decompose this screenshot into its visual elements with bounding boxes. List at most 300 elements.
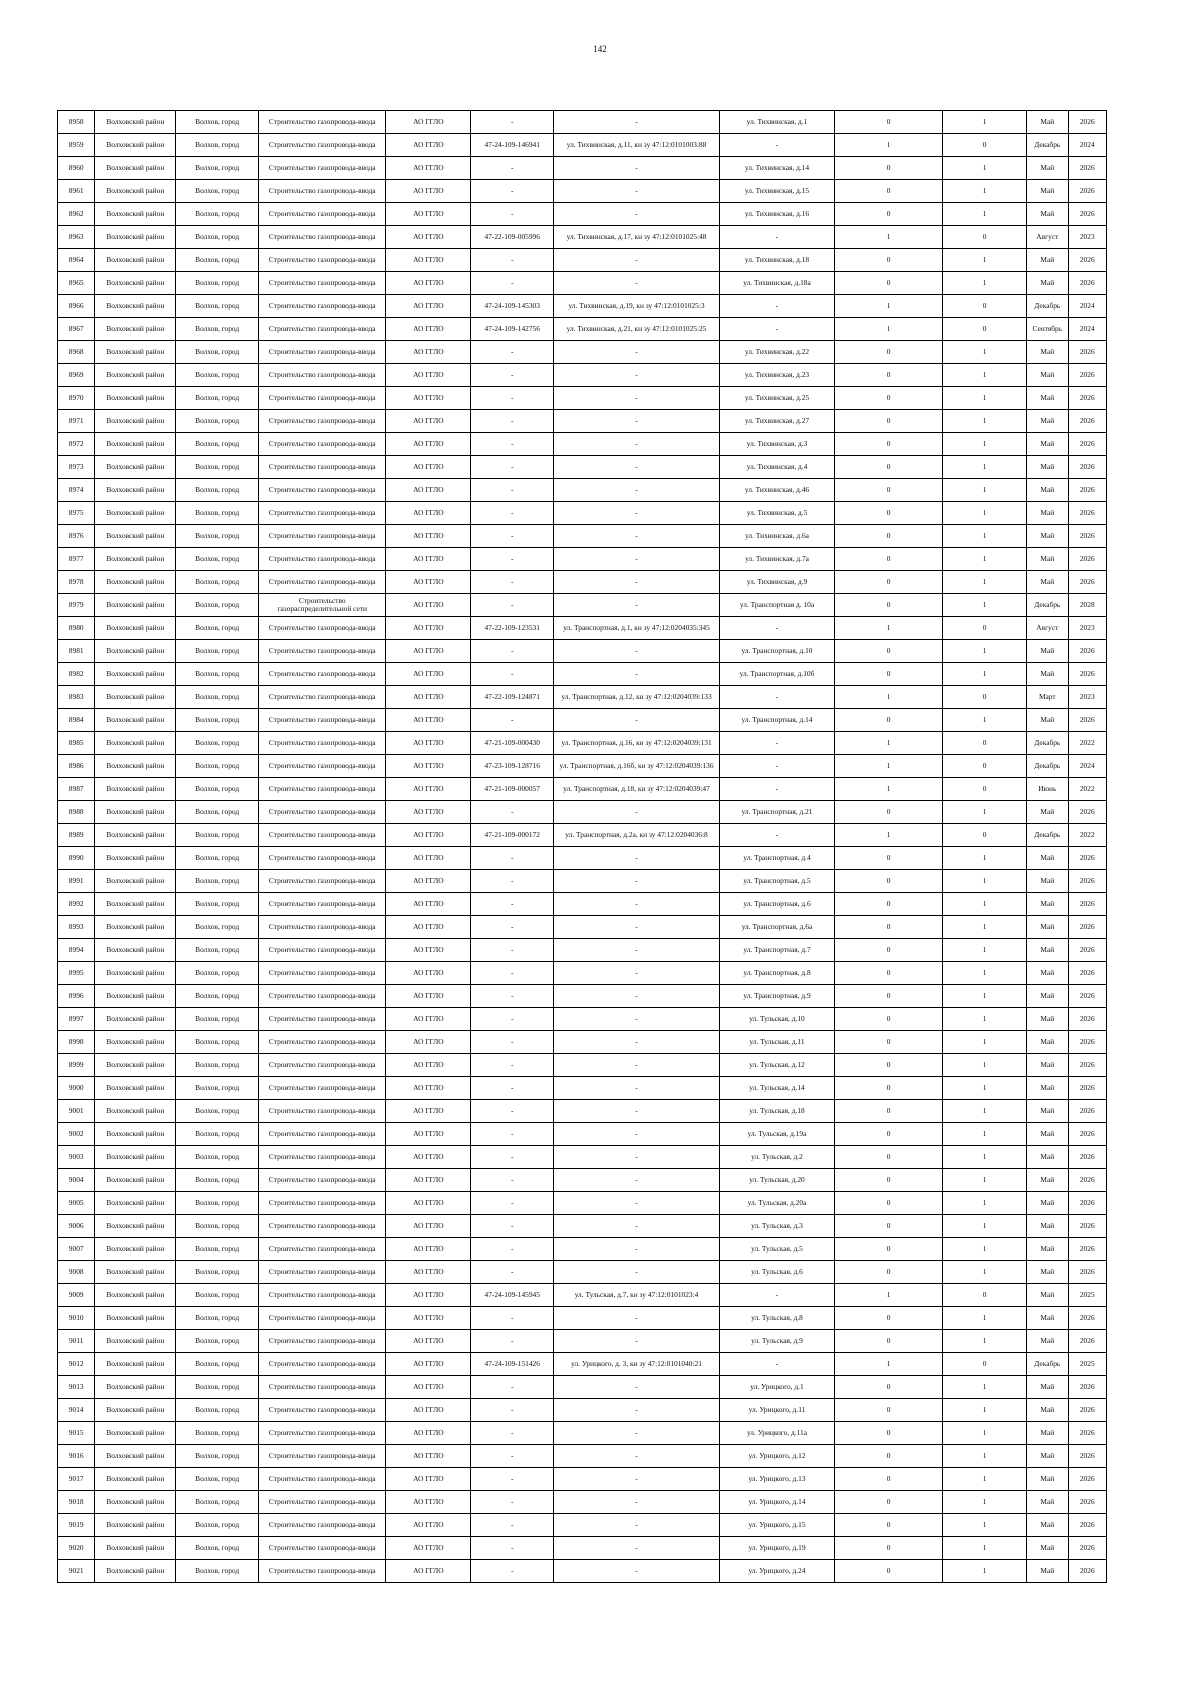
row-number-cell: 8988 — [58, 801, 95, 824]
month-cell: Май — [1027, 1077, 1068, 1100]
month-cell: Май — [1027, 1399, 1068, 1422]
month-cell: Май — [1027, 1192, 1068, 1215]
cadastral-cell: - — [554, 1537, 720, 1560]
work-type-cell: Строительство газопровода-ввода — [259, 341, 386, 364]
organization-cell: АО ГГЛО — [386, 1238, 471, 1261]
year-cell: 2026 — [1068, 847, 1106, 870]
table-row — [58, 709, 1107, 732]
work-type-cell: Строительство газопровода-ввода — [259, 870, 386, 893]
count-a-cell: 1 — [835, 1284, 943, 1307]
locality-cell: Волхов, город — [176, 1537, 259, 1560]
count-b-cell: 1 — [943, 387, 1027, 410]
month-cell: Май — [1027, 663, 1068, 686]
cadastral-cell: - — [554, 640, 720, 663]
work-type-cell: Строительство газопровода-ввода — [259, 295, 386, 318]
cadastral-cell: - — [554, 571, 720, 594]
organization-cell: АО ГГЛО — [386, 893, 471, 916]
month-cell: Декабрь — [1027, 824, 1068, 847]
cadastral-cell: - — [554, 456, 720, 479]
address-cell: ул. Тихвинская, д.25 — [719, 387, 834, 410]
count-b-cell: 1 — [943, 249, 1027, 272]
month-cell: Май — [1027, 1445, 1068, 1468]
table-row — [58, 203, 1107, 226]
address-cell: ул. Тульская, д.3 — [719, 1215, 834, 1238]
organization-cell: АО ГГЛО — [386, 847, 471, 870]
locality-cell: Волхов, город — [176, 295, 259, 318]
work-type-cell: Строительство газопровода-ввода — [259, 778, 386, 801]
year-cell: 2024 — [1068, 134, 1106, 157]
application-code-cell: - — [471, 341, 554, 364]
table-row — [58, 1169, 1107, 1192]
address-cell: ул. Тихвинская, д.23 — [719, 364, 834, 387]
year-cell: 2026 — [1068, 663, 1106, 686]
year-cell: 2026 — [1068, 456, 1106, 479]
cadastral-cell: - — [554, 433, 720, 456]
address-cell: ул. Транспортная, д.6а — [719, 916, 834, 939]
address-cell: ул. Урицкого, д.1 — [719, 1376, 834, 1399]
locality-cell: Волхов, город — [176, 1468, 259, 1491]
row-number-cell: 8991 — [58, 870, 95, 893]
district-cell: Волховский район — [95, 548, 176, 571]
district-cell: Волховский район — [95, 249, 176, 272]
cadastral-cell: ул. Транспортная, д.2а, кн зу 47:12:0204036:8 — [554, 824, 720, 847]
work-type-cell: Строительство газопровода-ввода — [259, 640, 386, 663]
application-code-cell: - — [471, 847, 554, 870]
count-b-cell: 1 — [943, 1238, 1027, 1261]
cadastral-cell: - — [554, 364, 720, 387]
cadastral-cell: - — [554, 709, 720, 732]
work-type-cell: Строительство газопровода-ввода — [259, 525, 386, 548]
work-type-cell: Строительство газопровода-ввода — [259, 548, 386, 571]
count-a-cell: 0 — [835, 985, 943, 1008]
count-a-cell: 0 — [835, 456, 943, 479]
year-cell: 2028 — [1068, 594, 1106, 617]
table-row — [58, 939, 1107, 962]
year-cell: 2026 — [1068, 1054, 1106, 1077]
count-a-cell: 0 — [835, 387, 943, 410]
address-cell: ул. Урицкого, д.19 — [719, 1537, 834, 1560]
table-row — [58, 226, 1107, 249]
cadastral-cell: - — [554, 180, 720, 203]
row-number-cell: 8987 — [58, 778, 95, 801]
district-cell: Волховский район — [95, 364, 176, 387]
organization-cell: АО ГГЛО — [386, 1123, 471, 1146]
application-code-cell: 47-22-109-124871 — [471, 686, 554, 709]
address-cell: ул. Тульская, д.19а — [719, 1123, 834, 1146]
month-cell: Май — [1027, 272, 1068, 295]
count-b-cell: 0 — [943, 318, 1027, 341]
organization-cell: АО ГГЛО — [386, 1422, 471, 1445]
row-number-cell: 9006 — [58, 1215, 95, 1238]
year-cell: 2026 — [1068, 479, 1106, 502]
locality-cell: Волхов, город — [176, 1100, 259, 1123]
month-cell: Май — [1027, 962, 1068, 985]
district-cell: Волховский район — [95, 824, 176, 847]
address-cell: ул. Тульская, д.18 — [719, 1100, 834, 1123]
cadastral-cell: - — [554, 1123, 720, 1146]
table-row — [58, 1192, 1107, 1215]
organization-cell: АО ГГЛО — [386, 1353, 471, 1376]
year-cell: 2026 — [1068, 916, 1106, 939]
year-cell: 2026 — [1068, 1468, 1106, 1491]
address-cell: ул. Тихвинская, д.9 — [719, 571, 834, 594]
count-b-cell: 0 — [943, 732, 1027, 755]
cadastral-cell: - — [554, 1008, 720, 1031]
month-cell: Декабрь — [1027, 755, 1068, 778]
district-cell: Волховский район — [95, 916, 176, 939]
locality-cell: Волхов, город — [176, 1238, 259, 1261]
organization-cell: АО ГГЛО — [386, 916, 471, 939]
work-type-cell: Строительство газопровода-ввода — [259, 1123, 386, 1146]
district-cell: Волховский район — [95, 1284, 176, 1307]
cadastral-cell: ул. Транспортная, д.18, кн зу 47:12:0204039:47 — [554, 778, 720, 801]
table-row — [58, 1399, 1107, 1422]
work-type-cell: Строительство газопровода-ввода — [259, 1307, 386, 1330]
count-b-cell: 1 — [943, 1100, 1027, 1123]
work-type-cell: Строительство газопровода-ввода — [259, 226, 386, 249]
district-cell: Волховский район — [95, 801, 176, 824]
work-type-cell: Строительство газопровода-ввода — [259, 203, 386, 226]
year-cell: 2026 — [1068, 111, 1106, 134]
work-type-cell: Строительство газопровода-ввода — [259, 1376, 386, 1399]
district-cell: Волховский район — [95, 571, 176, 594]
month-cell: Март — [1027, 686, 1068, 709]
count-a-cell: 1 — [835, 318, 943, 341]
year-cell: 2023 — [1068, 617, 1106, 640]
row-number-cell: 8995 — [58, 962, 95, 985]
month-cell: Май — [1027, 1376, 1068, 1399]
address-cell: - — [719, 824, 834, 847]
cadastral-cell: - — [554, 1169, 720, 1192]
year-cell: 2026 — [1068, 709, 1106, 732]
row-number-cell: 8967 — [58, 318, 95, 341]
month-cell: Май — [1027, 1330, 1068, 1353]
application-code-cell: - — [471, 1146, 554, 1169]
application-code-cell: - — [471, 571, 554, 594]
count-b-cell: 1 — [943, 870, 1027, 893]
work-type-cell: Строительство газопровода-ввода — [259, 824, 386, 847]
organization-cell: АО ГГЛО — [386, 548, 471, 571]
table-row — [58, 502, 1107, 525]
table-row — [58, 640, 1107, 663]
cadastral-cell: - — [554, 1100, 720, 1123]
district-cell: Волховский район — [95, 203, 176, 226]
count-b-cell: 1 — [943, 1468, 1027, 1491]
year-cell: 2026 — [1068, 1146, 1106, 1169]
application-code-cell: - — [471, 1169, 554, 1192]
application-code-cell: - — [471, 1330, 554, 1353]
count-a-cell: 0 — [835, 893, 943, 916]
organization-cell: АО ГГЛО — [386, 249, 471, 272]
cadastral-cell: - — [554, 847, 720, 870]
table-row — [58, 1330, 1107, 1353]
month-cell: Май — [1027, 1491, 1068, 1514]
month-cell: Май — [1027, 916, 1068, 939]
application-code-cell: - — [471, 709, 554, 732]
locality-cell: Волхов, город — [176, 640, 259, 663]
application-code-cell: 47-22-109-123531 — [471, 617, 554, 640]
organization-cell: АО ГГЛО — [386, 939, 471, 962]
count-b-cell: 1 — [943, 847, 1027, 870]
address-cell: ул. Тихвинская, д.18а — [719, 272, 834, 295]
organization-cell: АО ГГЛО — [386, 1146, 471, 1169]
district-cell: Волховский район — [95, 502, 176, 525]
address-cell: ул. Тихвинская, д.4 — [719, 456, 834, 479]
application-code-cell: - — [471, 1031, 554, 1054]
table-row — [58, 387, 1107, 410]
district-cell: Волховский район — [95, 732, 176, 755]
organization-cell: АО ГГЛО — [386, 157, 471, 180]
cadastral-cell: - — [554, 1031, 720, 1054]
row-number-cell: 9019 — [58, 1514, 95, 1537]
row-number-cell: 8979 — [58, 594, 95, 617]
district-cell: Волховский район — [95, 1445, 176, 1468]
work-type-cell: Строительство газопровода-ввода — [259, 1330, 386, 1353]
locality-cell: Волхов, город — [176, 410, 259, 433]
locality-cell: Волхов, город — [176, 456, 259, 479]
district-cell: Волховский район — [95, 962, 176, 985]
count-b-cell: 1 — [943, 1146, 1027, 1169]
locality-cell: Волхов, город — [176, 755, 259, 778]
cadastral-cell: - — [554, 157, 720, 180]
year-cell: 2026 — [1068, 640, 1106, 663]
cadastral-cell: - — [554, 1560, 720, 1583]
table-row — [58, 1054, 1107, 1077]
count-a-cell: 0 — [835, 916, 943, 939]
table-row — [58, 410, 1107, 433]
row-number-cell: 8969 — [58, 364, 95, 387]
district-cell: Волховский район — [95, 663, 176, 686]
organization-cell: АО ГГЛО — [386, 203, 471, 226]
count-b-cell: 1 — [943, 893, 1027, 916]
district-cell: Волховский район — [95, 1399, 176, 1422]
row-number-cell: 8975 — [58, 502, 95, 525]
work-type-cell: Строительство газопровода-ввода — [259, 847, 386, 870]
month-cell: Май — [1027, 1560, 1068, 1583]
district-cell: Волховский район — [95, 709, 176, 732]
district-cell: Волховский район — [95, 1077, 176, 1100]
cadastral-cell: - — [554, 594, 720, 617]
year-cell: 2026 — [1068, 1123, 1106, 1146]
locality-cell: Волхов, город — [176, 1284, 259, 1307]
table-row — [58, 801, 1107, 824]
district-cell: Волховский район — [95, 778, 176, 801]
month-cell: Май — [1027, 1169, 1068, 1192]
table-row — [58, 180, 1107, 203]
cadastral-cell: - — [554, 479, 720, 502]
cadastral-cell: ул. Транспортная, д.16б, кн зу 47:12:0204039:136 — [554, 755, 720, 778]
work-type-cell: Строительство газопровода-ввода — [259, 364, 386, 387]
work-type-cell: Строительство газопровода-ввода — [259, 1054, 386, 1077]
row-number-cell: 8986 — [58, 755, 95, 778]
count-a-cell: 0 — [835, 157, 943, 180]
row-number-cell: 8971 — [58, 410, 95, 433]
count-a-cell: 0 — [835, 1169, 943, 1192]
organization-cell: АО ГГЛО — [386, 1261, 471, 1284]
address-cell: ул. Тихвинская, д.6а — [719, 525, 834, 548]
district-cell: Волховский район — [95, 456, 176, 479]
month-cell: Май — [1027, 571, 1068, 594]
locality-cell: Волхов, город — [176, 709, 259, 732]
cadastral-cell: ул. Транспортная, д.16, кн зу 47:12:0204039:131 — [554, 732, 720, 755]
year-cell: 2026 — [1068, 272, 1106, 295]
work-type-cell: Строительство газопровода-ввода — [259, 663, 386, 686]
count-a-cell: 0 — [835, 1422, 943, 1445]
month-cell: Декабрь — [1027, 1353, 1068, 1376]
cadastral-cell: - — [554, 1445, 720, 1468]
locality-cell: Волхов, город — [176, 1169, 259, 1192]
month-cell: Май — [1027, 387, 1068, 410]
count-a-cell: 0 — [835, 1008, 943, 1031]
year-cell: 2026 — [1068, 1560, 1106, 1583]
address-cell: ул. Транспортная, д.7 — [719, 939, 834, 962]
cadastral-cell: - — [554, 1077, 720, 1100]
month-cell: Май — [1027, 1008, 1068, 1031]
application-code-cell: 47-24-109-151426 — [471, 1353, 554, 1376]
application-code-cell: - — [471, 433, 554, 456]
organization-cell: АО ГГЛО — [386, 525, 471, 548]
organization-cell: АО ГГЛО — [386, 985, 471, 1008]
row-number-cell: 8994 — [58, 939, 95, 962]
locality-cell: Волхов, город — [176, 502, 259, 525]
month-cell: Май — [1027, 525, 1068, 548]
work-type-cell: Строительство газопровода-ввода — [259, 157, 386, 180]
table-row — [58, 1077, 1107, 1100]
cadastral-cell: - — [554, 962, 720, 985]
year-cell: 2026 — [1068, 870, 1106, 893]
count-b-cell: 1 — [943, 1307, 1027, 1330]
work-type-cell: Строительство газопровода-ввода — [259, 1146, 386, 1169]
row-number-cell: 8973 — [58, 456, 95, 479]
application-code-cell: - — [471, 1215, 554, 1238]
count-a-cell: 0 — [835, 1215, 943, 1238]
application-code-cell: 47-21-109-000430 — [471, 732, 554, 755]
count-a-cell: 0 — [835, 709, 943, 732]
work-type-cell: Строительство газопровода-ввода — [259, 134, 386, 157]
count-a-cell: 0 — [835, 525, 943, 548]
district-cell: Волховский район — [95, 295, 176, 318]
row-number-cell: 9004 — [58, 1169, 95, 1192]
count-a-cell: 0 — [835, 1123, 943, 1146]
work-type-cell: Строительство газопровода-ввода — [259, 111, 386, 134]
row-number-cell: 8998 — [58, 1031, 95, 1054]
district-cell: Волховский район — [95, 318, 176, 341]
application-code-cell: - — [471, 893, 554, 916]
application-code-cell: 47-22-109-005996 — [471, 226, 554, 249]
count-a-cell: 1 — [835, 755, 943, 778]
application-code-cell: 47-21-109-000057 — [471, 778, 554, 801]
row-number-cell: 8965 — [58, 272, 95, 295]
application-code-cell: - — [471, 1560, 554, 1583]
row-number-cell: 9012 — [58, 1353, 95, 1376]
organization-cell: АО ГГЛО — [386, 272, 471, 295]
row-number-cell: 9013 — [58, 1376, 95, 1399]
count-b-cell: 1 — [943, 180, 1027, 203]
organization-cell: АО ГГЛО — [386, 801, 471, 824]
work-type-cell: Строительство газопровода-ввода — [259, 387, 386, 410]
work-type-cell: Строительство газопровода-ввода — [259, 180, 386, 203]
year-cell: 2026 — [1068, 1537, 1106, 1560]
locality-cell: Волхов, город — [176, 387, 259, 410]
address-cell: ул. Тульская, д.9 — [719, 1330, 834, 1353]
year-cell: 2026 — [1068, 1192, 1106, 1215]
locality-cell: Волхов, город — [176, 1514, 259, 1537]
locality-cell: Волхов, город — [176, 1422, 259, 1445]
count-a-cell: 0 — [835, 1514, 943, 1537]
count-a-cell: 0 — [835, 433, 943, 456]
address-cell: ул. Тихвинская, д.16 — [719, 203, 834, 226]
cadastral-cell: - — [554, 1422, 720, 1445]
count-b-cell: 1 — [943, 410, 1027, 433]
row-number-cell: 9020 — [58, 1537, 95, 1560]
address-cell: - — [719, 778, 834, 801]
district-cell: Волховский район — [95, 1192, 176, 1215]
application-code-cell: 47-21-109-000172 — [471, 824, 554, 847]
month-cell: Май — [1027, 1261, 1068, 1284]
work-type-cell: Строительство газораспределительной сети — [259, 594, 386, 617]
table-row — [58, 1261, 1107, 1284]
row-number-cell: 8999 — [58, 1054, 95, 1077]
address-cell: - — [719, 1353, 834, 1376]
locality-cell: Волхов, город — [176, 1031, 259, 1054]
application-code-cell: - — [471, 1192, 554, 1215]
district-cell: Волховский район — [95, 985, 176, 1008]
district-cell: Волховский район — [95, 1514, 176, 1537]
year-cell: 2023 — [1068, 686, 1106, 709]
count-a-cell: 0 — [835, 870, 943, 893]
count-b-cell: 1 — [943, 1215, 1027, 1238]
address-cell: ул. Тихвинская, д.5 — [719, 502, 834, 525]
application-code-cell: - — [471, 249, 554, 272]
row-number-cell: 8963 — [58, 226, 95, 249]
locality-cell: Волхов, город — [176, 1215, 259, 1238]
row-number-cell: 8964 — [58, 249, 95, 272]
district-cell: Волховский район — [95, 640, 176, 663]
locality-cell: Волхов, город — [176, 594, 259, 617]
locality-cell: Волхов, город — [176, 318, 259, 341]
district-cell: Волховский район — [95, 1330, 176, 1353]
address-cell: - — [719, 134, 834, 157]
row-number-cell: 8959 — [58, 134, 95, 157]
cadastral-cell: ул. Транспортная, д.1, кн зу 47:12:0204035:345 — [554, 617, 720, 640]
work-type-cell: Строительство газопровода-ввода — [259, 686, 386, 709]
year-cell: 2026 — [1068, 203, 1106, 226]
count-b-cell: 1 — [943, 157, 1027, 180]
work-type-cell: Строительство газопровода-ввода — [259, 985, 386, 1008]
cadastral-cell: - — [554, 1261, 720, 1284]
district-cell: Волховский район — [95, 1169, 176, 1192]
year-cell: 2026 — [1068, 364, 1106, 387]
district-cell: Волховский район — [95, 226, 176, 249]
register-table — [57, 110, 1107, 1583]
district-cell: Волховский район — [95, 410, 176, 433]
count-b-cell: 1 — [943, 939, 1027, 962]
organization-cell: АО ГГЛО — [386, 824, 471, 847]
cadastral-cell: - — [554, 1054, 720, 1077]
row-number-cell: 8958 — [58, 111, 95, 134]
address-cell: - — [719, 318, 834, 341]
locality-cell: Волхов, город — [176, 341, 259, 364]
count-b-cell: 1 — [943, 962, 1027, 985]
row-number-cell: 8983 — [58, 686, 95, 709]
address-cell: ул. Урицкого, д.12 — [719, 1445, 834, 1468]
count-b-cell: 1 — [943, 272, 1027, 295]
organization-cell: АО ГГЛО — [386, 1491, 471, 1514]
count-a-cell: 0 — [835, 410, 943, 433]
application-code-cell: - — [471, 1399, 554, 1422]
count-a-cell: 0 — [835, 111, 943, 134]
month-cell: Май — [1027, 1146, 1068, 1169]
